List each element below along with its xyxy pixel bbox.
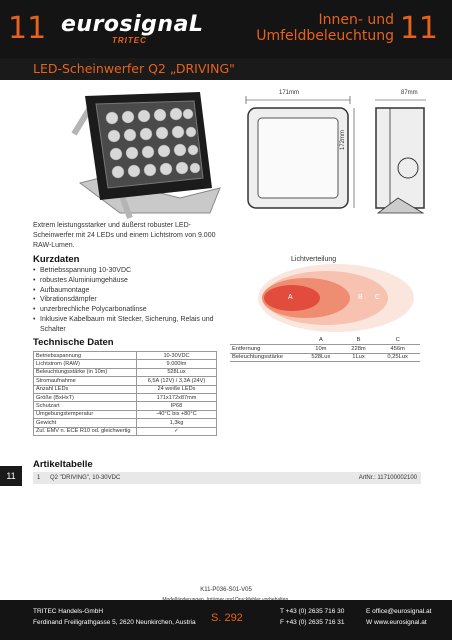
- dim-height: 172mm: [340, 129, 346, 150]
- chapter-side-tab: 11: [0, 466, 22, 486]
- footer-fax: F +43 (0) 2635 716 31: [280, 619, 345, 626]
- table-row: [34, 352, 217, 360]
- table-row: [34, 402, 217, 410]
- table-row: [34, 368, 217, 376]
- table-row: [230, 353, 420, 362]
- section-title: [256, 12, 394, 44]
- section-title-line1: Innen- und: [318, 12, 394, 28]
- table-cell: Beleuchtungsstärke (in 10m): [34, 368, 137, 376]
- lichtverteilung-title: Lichtverteilung: [291, 256, 337, 263]
- dim-depth: 87mm: [401, 90, 418, 96]
- table-cell: 528Lux: [137, 368, 217, 376]
- table-cell: 1,3kg: [137, 419, 217, 427]
- kurzdaten-list: [33, 266, 223, 335]
- footer-email[interactable]: E office@eurosignal.at: [366, 608, 432, 615]
- table-cell: Umgebungstemperatur: [34, 410, 137, 418]
- product-description: Extrem leistungsstarker und äußerst robuster LED-Scheinwerfer mit 24 LEDs und einem Lichtstrom von 9.000 RAW-Lumen.: [33, 222, 216, 249]
- table-cell: Gewicht: [34, 419, 137, 427]
- table-cell: [230, 336, 300, 345]
- list-item: • Vibrationsdämpfer: [33, 295, 223, 305]
- footer-tel: T +43 (0) 2635 716 30: [280, 608, 345, 615]
- table-cell: Anzahl LEDs: [34, 385, 137, 393]
- table-cell: 1Lux: [342, 353, 376, 362]
- table-cell: -40°C bis +80°C: [137, 410, 217, 418]
- zone-b-label: B: [358, 294, 363, 301]
- table-cell: 228m: [342, 345, 376, 354]
- table-cell: 456m: [375, 345, 420, 354]
- list-item: • Betriebsspannung 10-30VDC: [33, 266, 223, 276]
- table-cell: Stromaufnahme: [34, 377, 137, 385]
- table-cell: B: [342, 336, 376, 345]
- table-row: [230, 336, 420, 345]
- product-title: LED-Scheinwerfer Q2 „DRIVING": [33, 61, 235, 76]
- table-row: [34, 393, 217, 401]
- table-row: [34, 410, 217, 418]
- table-row: [33, 472, 421, 484]
- table-cell: IP68: [137, 402, 217, 410]
- table-cell: Betriebsspannung: [34, 352, 137, 360]
- footer-address: Ferdinand Freiligrathgasse 5, 2620 Neunkirchen, Austria: [33, 619, 196, 626]
- list-item: • Inklusive Kabelbaum mit Stecker, Sicherung, Relais und Schalter: [33, 315, 223, 335]
- table-cell: 10m: [300, 345, 342, 354]
- table-cell: Schutzart: [34, 402, 137, 410]
- lichtverteilung-table: [230, 336, 420, 362]
- artikeltabelle-heading: Artikeltabelle: [33, 459, 93, 470]
- page-footer: [0, 600, 452, 640]
- page-number-left: 11: [8, 11, 47, 46]
- brand-logo-sub: TRITEC: [112, 36, 147, 45]
- table-cell: C: [375, 336, 420, 345]
- table-row: [34, 427, 217, 435]
- kurzdaten-heading: Kurzdaten: [33, 254, 80, 265]
- list-item: • Aufbaumontage: [33, 286, 223, 296]
- table-cell: 528Lux: [300, 353, 342, 362]
- technische-daten-table: [33, 351, 217, 436]
- table-row: [34, 385, 217, 393]
- table-cell: Beleuchtungsstärke: [230, 353, 300, 362]
- table-cell: 24 weiße LEDs: [137, 385, 217, 393]
- table-row: [34, 377, 217, 385]
- table-cell: Zul. EMV n. ECE R10 od. gleichwertig: [34, 427, 137, 435]
- footer-company: TRITEC Handels-GmbH: [33, 608, 104, 615]
- footer-page: S. 292: [211, 612, 243, 624]
- table-cell: 0,25Lux: [375, 353, 420, 362]
- article-name: Q2 "DRIVING", 10-30VDC: [50, 475, 121, 481]
- table-cell: 6,5A (12V) / 3,3A (24V): [137, 377, 217, 385]
- table-row: [230, 345, 420, 354]
- section-title-line2: Umfeldbeleuchtung: [256, 28, 394, 44]
- table-cell: 9.000lm: [137, 360, 217, 368]
- article-number: 1: [37, 475, 41, 481]
- table-cell: Lichtstrom (RAW): [34, 360, 137, 368]
- dim-width: 171mm: [279, 90, 300, 96]
- table-row: [34, 360, 217, 368]
- page-number-right: 11: [399, 11, 438, 46]
- technische-daten-heading: Technische Daten: [33, 337, 114, 348]
- table-row: [34, 419, 217, 427]
- table-cell: A: [300, 336, 342, 345]
- light-distribution-diagram: [240, 262, 416, 334]
- zone-a-label: A: [288, 294, 293, 301]
- catalog-code: K11-P036-S01-V05: [200, 587, 252, 593]
- table-cell: Entfernung: [230, 345, 300, 354]
- brand-logo: eurosignaL: [61, 12, 204, 37]
- table-cell: 10-30VDC: [137, 352, 217, 360]
- table-cell: 171x172x87mm: [137, 393, 217, 401]
- dimension-drawing: [238, 88, 438, 218]
- product-photo: [60, 88, 232, 223]
- table-cell: Größe (BxHxT): [34, 393, 137, 401]
- article-artnr: ArtNr.: 117100002100: [358, 475, 417, 481]
- list-item: • unzerbrechliche Polycarbonatlinse: [33, 305, 223, 315]
- list-item: • robustes Aluminiumgehäuse: [33, 276, 223, 286]
- table-cell: ✓: [137, 427, 217, 435]
- footer-web[interactable]: W www.eurosignal.at: [366, 619, 427, 626]
- zone-c-label: C: [375, 294, 381, 301]
